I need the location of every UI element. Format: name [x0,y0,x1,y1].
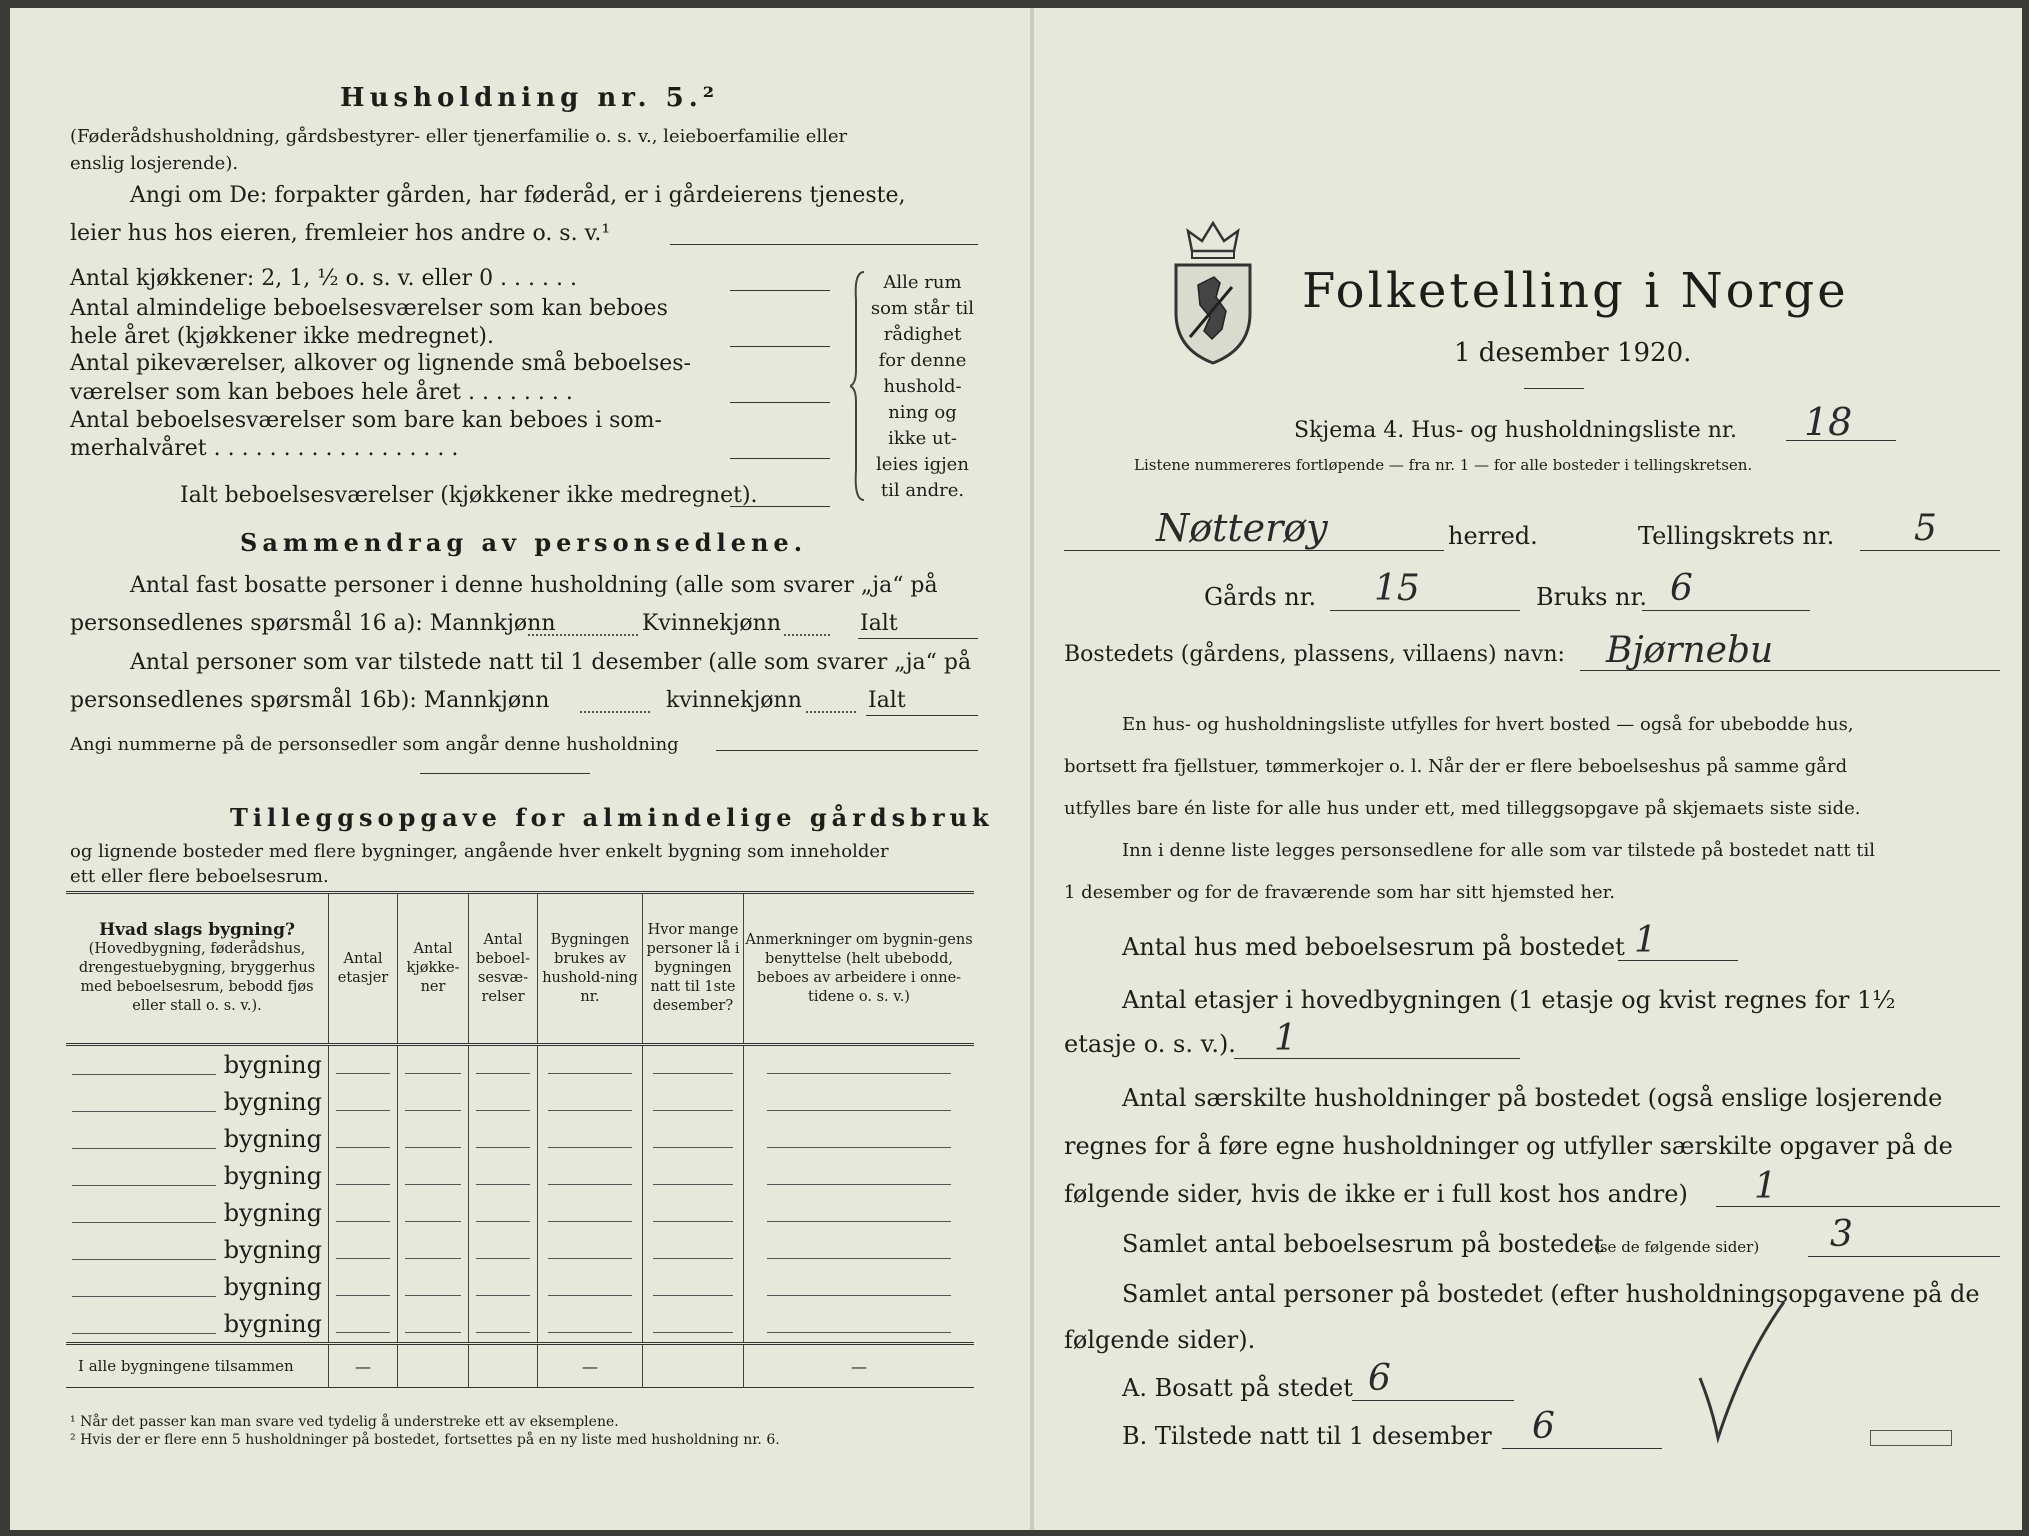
q-hush-line3: følgende sider, hvis de ikke er i full kost hos andre) [1064,1180,1688,1208]
rooms-almindelige-2: hele året (kjøkkener ikke medregnet). [70,324,494,349]
cell-line [548,1110,631,1111]
cell-line [476,1184,530,1185]
rooms-sommer-1: Antal beboelsesværelser som bare kan beboes i som- [70,408,662,433]
summary-p3: Angi nummerne på de personsedler som angår denne husholdning [70,734,679,755]
answer-line-pike [730,402,830,403]
cell-line [336,1295,390,1296]
answer-dots [806,711,856,713]
cell-line [336,1332,390,1333]
table-cell [744,1268,975,1305]
cell-line [336,1147,390,1148]
answer-line-ialt-2 [866,715,978,716]
col-header-bygning [66,893,329,1045]
table-cell [643,1045,744,1084]
answer-dots [784,634,830,636]
divider [1524,388,1584,389]
total-label: I alle bygningene tilsammen [78,1357,294,1375]
table-row [66,1083,974,1120]
bosted-value: Bjørnebu [1606,630,1774,671]
row-label: bygning [223,1272,322,1301]
answer-line-sommer [730,458,830,459]
table-row [66,1305,974,1344]
q-rum-label: Samlet antal beboelsesrum på bostedet [1122,1230,1604,1258]
cell-line [653,1184,733,1185]
table-cell [744,1305,975,1344]
table-cell [744,1120,975,1157]
table-cell [398,1305,469,1344]
rooms-pike-2: værelser som kan beboes hele året . . . . . . . . [70,380,573,405]
col-header-beboelsesvaerelser: Antal beboel-sesvæ-relser [469,893,538,1045]
table-cell [538,1083,643,1120]
cell-line [653,1073,733,1074]
answer-line-tilstede [1502,1448,1662,1449]
side-note-line: ning og [888,402,957,423]
info-line-3: utfylles bare én liste for alle hus under ett, med tilleggsopgave på skjemaets siste side. [1064,798,1861,819]
cell-line [653,1110,733,1111]
table-cell [744,1231,975,1268]
col-header-anmerkninger: Anmerkninger om bygnin-gens benyttelse (helt ubebodd, beboes av arbeidere i onne-tidene o. s. v.) [744,893,975,1045]
table-cell [643,1268,744,1305]
info-line-4: Inn i denne liste legges personsedlene for alle som var tilstede på bostedet natt til [1122,840,1876,861]
answer-line-almindelige [730,346,830,347]
gards-value: 15 [1374,568,1420,609]
table-row [66,1157,974,1194]
row-label: bygning [223,1124,322,1153]
q-hush-line2: regnes for å føre egne husholdninger og utfyller særskilte opgaver på de [1064,1132,1953,1160]
row-label: bygning [223,1198,322,1227]
q-hus-value: 1 [1634,920,1657,961]
table-cell [538,1045,643,1084]
cell-line [476,1258,530,1259]
table-cell [744,1083,975,1120]
row-label: bygning [223,1050,322,1079]
table-cell [469,1305,538,1344]
form-date: 1 desember 1920. [1454,338,1692,368]
q-hush-value: 1 [1754,1166,1777,1207]
cell-line [548,1073,631,1074]
bruks-label: Bruks nr. [1536,583,1647,611]
answer-dots [528,634,638,636]
household-subtitle-2: enslig losjerende). [70,153,239,174]
answer-line-bosatt [1352,1400,1514,1401]
summary-p2-ialt: Ialt [868,688,906,713]
q-pers-line2: følgende sider). [1064,1326,1256,1354]
answer-line-hus [1618,960,1738,961]
cell-line [405,1073,461,1074]
row-blank-line [72,1111,216,1112]
col-header-title: Hvad slags bygning? [99,920,295,940]
cell-line [336,1184,390,1185]
total-cell: — [744,1344,975,1388]
table-cell [469,1194,538,1231]
col-header-body: (Hovedbygning, føderådshus, drengestuebygning, bryggerhus med beboelsesrum, bebodd fjøs eller stall o. s. v.). [78,941,316,1014]
col-header-kjokkener: Antal kjøkke-ner [398,893,469,1045]
cell-line [548,1221,631,1222]
table-cell [329,1268,398,1305]
total-cell: — [538,1344,643,1388]
row-label-cell [66,1194,329,1231]
summary-p1-kvinnekjonn: Kvinnekjønn [642,611,781,636]
cell-line [405,1147,461,1148]
table-cell [329,1194,398,1231]
side-note-line: som står til [870,298,975,319]
cell-line [548,1258,631,1259]
gards-label: Gårds nr. [1204,583,1317,611]
table-cell [538,1157,643,1194]
table-cell [538,1268,643,1305]
tillegg-line1: og lignende bosteder med flere bygninger, angående hver enkelt bygning som inneholder [70,841,889,862]
total-cell [643,1344,744,1388]
table-cell [643,1194,744,1231]
tillegg-title: Tilleggsopgave for almindelige gårdsbruk [230,803,994,832]
summary-p2-mannkjonn: personsedlenes spørsmål 16b): Mannkjønn [70,688,550,713]
left-page [10,8,1030,1530]
building-table [66,891,974,1388]
q-etasjer-value: 1 [1274,1018,1297,1059]
answer-line-gards [1330,610,1520,611]
table-row [66,1231,974,1268]
q-rum-small: (se de følgende sider) [1594,1238,1760,1256]
bosted-label: Bostedets (gårdens, plassens, villaens) navn: [1064,642,1565,667]
answer-line-bruks [1642,610,1810,611]
listene-note: Listene nummereres fortløpende — fra nr. 1 — for alle bosteder i tellingskretsen. [1134,456,1753,474]
cell-line [405,1184,461,1185]
answer-line-nummerne [716,750,978,751]
cell-line [767,1221,951,1222]
bruks-value: 6 [1670,568,1693,609]
answer-line-ialt-1 [858,638,978,639]
table-cell [643,1305,744,1344]
q-etasjer-line2: etasje o. s. v.). [1064,1030,1236,1058]
cell-line [653,1332,733,1333]
rooms-ialt: Ialt beboelsesværelser (kjøkkener ikke medregnet). [180,483,758,508]
cell-line [405,1258,461,1259]
answer-line-skjema [1786,440,1896,441]
table-row [66,1045,974,1084]
cell-line [336,1221,390,1222]
table-row [66,1120,974,1157]
table-cell [398,1045,469,1084]
col-header-personer: Hvor mange personer lå i bygningen natt til 1ste desember? [643,893,744,1045]
answer-line-angi [670,244,978,245]
answer-line-herred [1064,550,1444,551]
printer-stamp [1870,1430,1952,1446]
row-blank-line [72,1333,216,1334]
row-label: bygning [223,1087,322,1116]
total-cell [398,1344,469,1388]
row-label-cell [66,1120,329,1157]
table-cell [538,1231,643,1268]
tellingskrets-value: 5 [1914,508,1937,549]
table-total-row [66,1344,974,1388]
table-cell [744,1194,975,1231]
cell-line [476,1110,530,1111]
answer-line-hush [1716,1206,2000,1207]
table-cell [398,1120,469,1157]
side-note-line: for denne [878,350,967,371]
summary-p1-ialt: Ialt [860,611,898,636]
table-cell [469,1268,538,1305]
info-line-1: En hus- og husholdningsliste utfylles for hvert bosted — også for ubebodde hus, [1122,714,1854,735]
rooms-pike-1: Antal pikeværelser, alkover og lignende små beboelses- [70,351,691,376]
footnote-2: ² Hvis der er flere enn 5 husholdninger på bostedet, fortsettes på en ny liste med husholdning nr. 6. [70,1432,780,1448]
table-cell [744,1045,975,1084]
side-note-line: ikke ut- [888,428,957,449]
row-blank-line [72,1259,216,1260]
table-cell [744,1157,975,1194]
rooms-sommer-2: merhalvåret . . . . . . . . . . . . . . . . . . [70,436,459,461]
summary-title: Sammendrag av personsedlene. [240,528,808,557]
row-label-cell [66,1268,329,1305]
rooms-almindelige-1: Antal almindelige beboelsesværelser som kan beboes [70,296,668,321]
tillegg-line2: ett eller flere beboelsesrum. [70,866,329,887]
bosatt-value: 6 [1368,1358,1391,1399]
table-cell [643,1083,744,1120]
answer-line-kjokkener [730,290,830,291]
answer-line-ialt [730,506,830,507]
answer-line-bosted [1580,670,2000,671]
q-hush-line1: Antal særskilte husholdninger på bostedet (også enslige losjerende [1122,1084,1943,1112]
cell-line [476,1221,530,1222]
table-cell [643,1157,744,1194]
cell-line [767,1147,951,1148]
side-note-line: leies igjen [876,454,969,475]
row-blank-line [72,1296,216,1297]
table-cell [538,1305,643,1344]
cell-line [476,1332,530,1333]
table-cell [329,1157,398,1194]
side-note-line: Alle rum [883,272,962,293]
row-blank-line [72,1074,216,1075]
cell-line [548,1295,631,1296]
q-rum-value: 3 [1830,1214,1853,1255]
q-pers-line1: Samlet antal personer på bostedet (efter husholdningsopgavene på de [1122,1280,1980,1308]
table-cell [329,1045,398,1084]
household-title: Husholdning nr. 5.² [340,83,720,113]
cell-line [476,1295,530,1296]
cell-line [476,1147,530,1148]
table-cell [398,1194,469,1231]
total-cell [469,1344,538,1388]
bosatt-label: A. Bosatt på stedet [1122,1374,1353,1402]
row-label-cell [66,1083,329,1120]
q-hus-label: Antal hus med beboelsesrum på bostedet [1122,933,1625,961]
cell-line [476,1073,530,1074]
row-label: bygning [223,1235,322,1264]
cell-line [405,1332,461,1333]
col-header-husholdning: Bygningen brukes av hushold-ning nr. [538,893,643,1045]
row-label-cell [66,1045,329,1084]
cell-line [336,1258,390,1259]
table-cell [469,1045,538,1084]
cell-line [548,1184,631,1185]
table-cell [643,1120,744,1157]
household-subtitle: (Føderådshusholdning, gårdsbestyrer- eller tjenerfamilie o. s. v., leieboerfamilie eller [70,126,848,147]
table-cell [329,1120,398,1157]
table-cell [398,1231,469,1268]
info-line-2: bortsett fra fjellstuer, tømmerkojer o. l. Når der er flere beboelseshus på samme gård [1064,756,1848,777]
table-cell [329,1083,398,1120]
cell-line [767,1184,951,1185]
cell-line [653,1221,733,1222]
skjema-label: Skjema 4. Hus- og husholdningsliste nr. [1294,418,1737,443]
tellingskrets-label: Tellingskrets nr. [1638,522,1835,550]
right-page [1034,8,2022,1530]
cell-line [767,1332,951,1333]
cell-line [548,1147,631,1148]
side-note-line: til andre. [880,480,965,501]
cell-line [767,1295,951,1296]
summary-p1-mannkjonn: personsedlenes spørsmål 16 a): Mannkjønn [70,611,556,636]
total-cell: — [329,1344,398,1388]
side-note [870,270,975,504]
brace-icon [850,270,870,502]
question-angi-line1: Angi om De: forpakter gården, har føderåd, er i gårdeierens tjeneste, [130,183,906,208]
coat-of-arms-icon [1170,213,1256,365]
footnote-1: ¹ Når det passer kan man svare ved tydelig å understreke ett av eksemplene. [70,1414,619,1430]
summary-p2-kvinnekjonn: kvinnekjønn [666,688,802,713]
row-label: bygning [223,1309,322,1338]
cell-line [653,1147,733,1148]
question-angi-line2: leier hus hos eieren, fremleier hos andre o. s. v.¹ [70,221,611,246]
table-cell [329,1305,398,1344]
table-cell [469,1120,538,1157]
col-header-etasjer: Antal etasjer [329,893,398,1045]
cell-line [405,1295,461,1296]
cell-line [767,1110,951,1111]
row-blank-line [72,1222,216,1223]
table-cell [329,1231,398,1268]
tilstede-label: B. Tilstede natt til 1 desember [1122,1422,1492,1450]
row-label: bygning [223,1161,322,1190]
table-row [66,1194,974,1231]
row-blank-line [72,1148,216,1149]
answer-dots [580,711,650,713]
cell-line [405,1221,461,1222]
skjema-number: 18 [1804,400,1853,444]
table-cell [398,1083,469,1120]
herred-label: herred. [1448,522,1538,550]
summary-p2-line1: Antal personer som var tilstede natt til 1 desember (alle som svarer „ja“ på [130,650,972,675]
table-header-row [66,893,974,1045]
table-cell [398,1157,469,1194]
cell-line [653,1295,733,1296]
q-etasjer-line1: Antal etasjer i hovedbygningen (1 etasje og kvist regnes for 1½ [1122,986,1896,1014]
table-cell [469,1157,538,1194]
tilstede-value: 6 [1532,1406,1555,1447]
table-cell [538,1194,643,1231]
table-cell [643,1231,744,1268]
form-title: Folketelling i Norge [1302,263,1849,319]
table-row [66,1268,974,1305]
answer-line-tellingskrets [1860,550,2000,551]
cell-line [653,1258,733,1259]
divider [420,773,590,774]
row-label-cell [66,1305,329,1344]
row-label-cell [66,1157,329,1194]
side-note-line: rådighet [883,324,962,345]
row-label-cell [66,1231,329,1268]
cell-line [767,1073,951,1074]
cell-line [336,1110,390,1111]
info-line-5: 1 desember og for de fraværende som har sitt hjemsted her. [1064,882,1615,903]
cell-line [767,1258,951,1259]
table-cell [469,1083,538,1120]
cell-line [405,1110,461,1111]
table-cell [469,1231,538,1268]
table-cell [398,1268,469,1305]
rooms-kjokkener: Antal kjøkkener: 2, 1, ½ o. s. v. eller 0 . . . . . . [70,266,577,291]
answer-line-rum [1808,1256,2000,1257]
row-blank-line [72,1185,216,1186]
checkmark-icon [1694,1298,1794,1448]
summary-p1-line1: Antal fast bosatte personer i denne husholdning (alle som svarer „ja“ på [130,573,938,598]
table-cell [538,1120,643,1157]
answer-line-etasjer [1234,1058,1520,1059]
cell-line [336,1073,390,1074]
side-note-line: hushold- [883,376,962,397]
cell-line [548,1332,631,1333]
herred-value: Nøtterøy [1156,506,1328,550]
